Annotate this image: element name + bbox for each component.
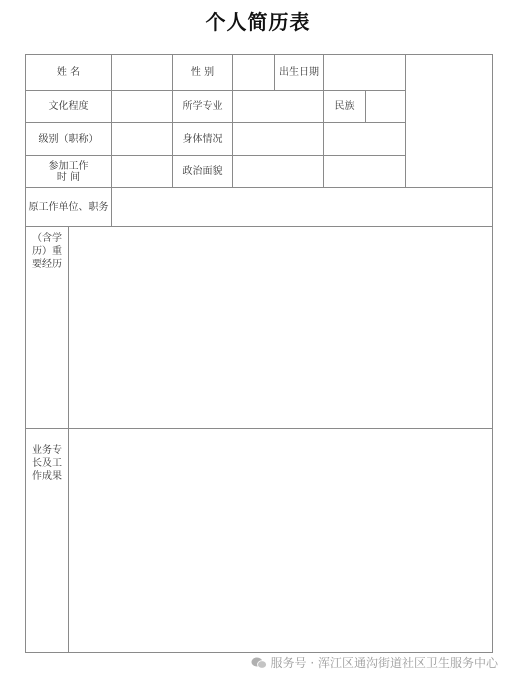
former-unit-field[interactable] bbox=[112, 188, 492, 226]
experience-field[interactable] bbox=[69, 227, 492, 428]
work-start-field[interactable] bbox=[112, 156, 172, 187]
photo-box[interactable] bbox=[406, 55, 492, 187]
ethnicity-label: 民族 bbox=[334, 101, 355, 112]
experience-label: （含学历）重要经历 bbox=[32, 233, 62, 270]
rank-field[interactable] bbox=[112, 123, 172, 155]
page-title: 个人简历表 bbox=[205, 10, 311, 34]
achievements-label: 业务专长及工作成果 bbox=[32, 445, 62, 482]
birth-date-label: 出生日期 bbox=[279, 67, 319, 78]
major-field[interactable] bbox=[233, 91, 323, 122]
political-status-field[interactable] bbox=[233, 156, 323, 187]
education-field[interactable] bbox=[112, 91, 172, 122]
health-label: 身体情况 bbox=[182, 133, 223, 145]
birth-date-field[interactable] bbox=[324, 55, 405, 90]
health-field[interactable] bbox=[233, 123, 323, 155]
education-label: 文化程度 bbox=[48, 101, 89, 112]
wechat-icon bbox=[251, 657, 267, 669]
name-field[interactable] bbox=[112, 55, 172, 90]
ethnicity-field[interactable] bbox=[366, 91, 405, 122]
table-border-bottom bbox=[25, 652, 493, 653]
row3-extra-field[interactable] bbox=[324, 123, 405, 155]
major-label: 所学专业 bbox=[182, 101, 223, 112]
gender-field[interactable] bbox=[233, 55, 274, 90]
rank-label: 级别（职称） bbox=[38, 133, 99, 145]
table-border-right bbox=[492, 54, 493, 653]
political-status-label: 政治面貌 bbox=[182, 166, 223, 177]
former-unit-label: 原工作单位、职务 bbox=[28, 201, 109, 213]
wechat-watermark bbox=[251, 654, 498, 671]
achievements-field[interactable] bbox=[69, 429, 492, 652]
work-start-label: 参加工作 时 间 bbox=[48, 160, 89, 183]
gender-label: 性 别 bbox=[190, 67, 215, 78]
name-label: 姓 名 bbox=[56, 67, 81, 78]
row4-extra-field[interactable] bbox=[324, 156, 405, 187]
watermark-text: 服务号 · 浑江区通沟街道社区卫生服务中心 bbox=[270, 656, 498, 670]
